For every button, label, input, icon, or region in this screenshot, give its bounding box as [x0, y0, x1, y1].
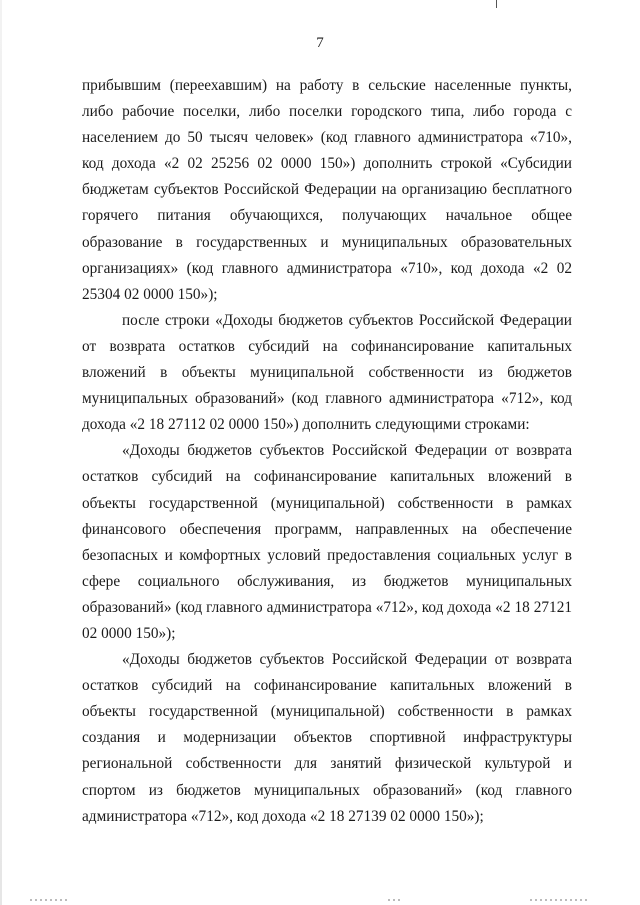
paragraph-3: «Доходы бюджетов субъектов Российской Федерации от возврата остатков субсидий на софинансирование капитальных вложений в объекты государственной (муниципальной) собственности в рамках финансового обеспечения программ, направленных на обеспечение безопасных и комфортных условий предоставления социальных услуг в сфере социального обслуживания, из бюджетов муниципальных образований» (код главного администратора «712», код дохода «2 18 27121 02 0000 150»); [82, 442, 572, 642]
paragraph-1: прибывшим (переехавшим) на работу в сельские населенные пункты, либо рабочие поселки, либо поселки городского типа, либо города с населением до 50 тысяч человек» (код главного администратора «710», код дохода «2 02 25256 02 0000 150») дополнить строкой «Субсидии бюджетам субъектов Российской Федерации на организацию бесплатного горячего питания обучающихся, получающих начальное общее образование в государственных и муниципальных образовательных организациях» (код главного администратора «710», код дохода «2 02 25304 02 0000 150»); [82, 77, 572, 303]
scan-noise-left [30, 899, 70, 901]
scan-noise-right [530, 899, 590, 901]
scan-noise-middle [388, 899, 402, 901]
scan-edge-shadow [0, 0, 2, 905]
paragraph-2: после строки «Доходы бюджетов субъектов Российской Федерации от возврата остатков субсидий на софинансирование капитальных вложений в объекты муниципальной собственности из бюджетов муниципальных образований» (код главного администратора «712», код дохода «2 18 27112 02 0000 150») дополнить следующими строками: [82, 311, 572, 434]
document-body [82, 73, 572, 830]
scan-mark [496, 0, 497, 8]
paragraph-4: «Доходы бюджетов субъектов Российской Федерации от возврата остатков субсидий на софинансирование капитальных вложений в объекты государственной (муниципальной) собственности в рамках создания и модернизации объектов спортивной инфраструктуры региональной собственности для занятий физической культурой и спортом из бюджетов муниципальных образований» (код главного администратора «712», код дохода «2 18 27139 02 0000 150»); [82, 651, 572, 825]
page-number: 7 [316, 35, 324, 51]
